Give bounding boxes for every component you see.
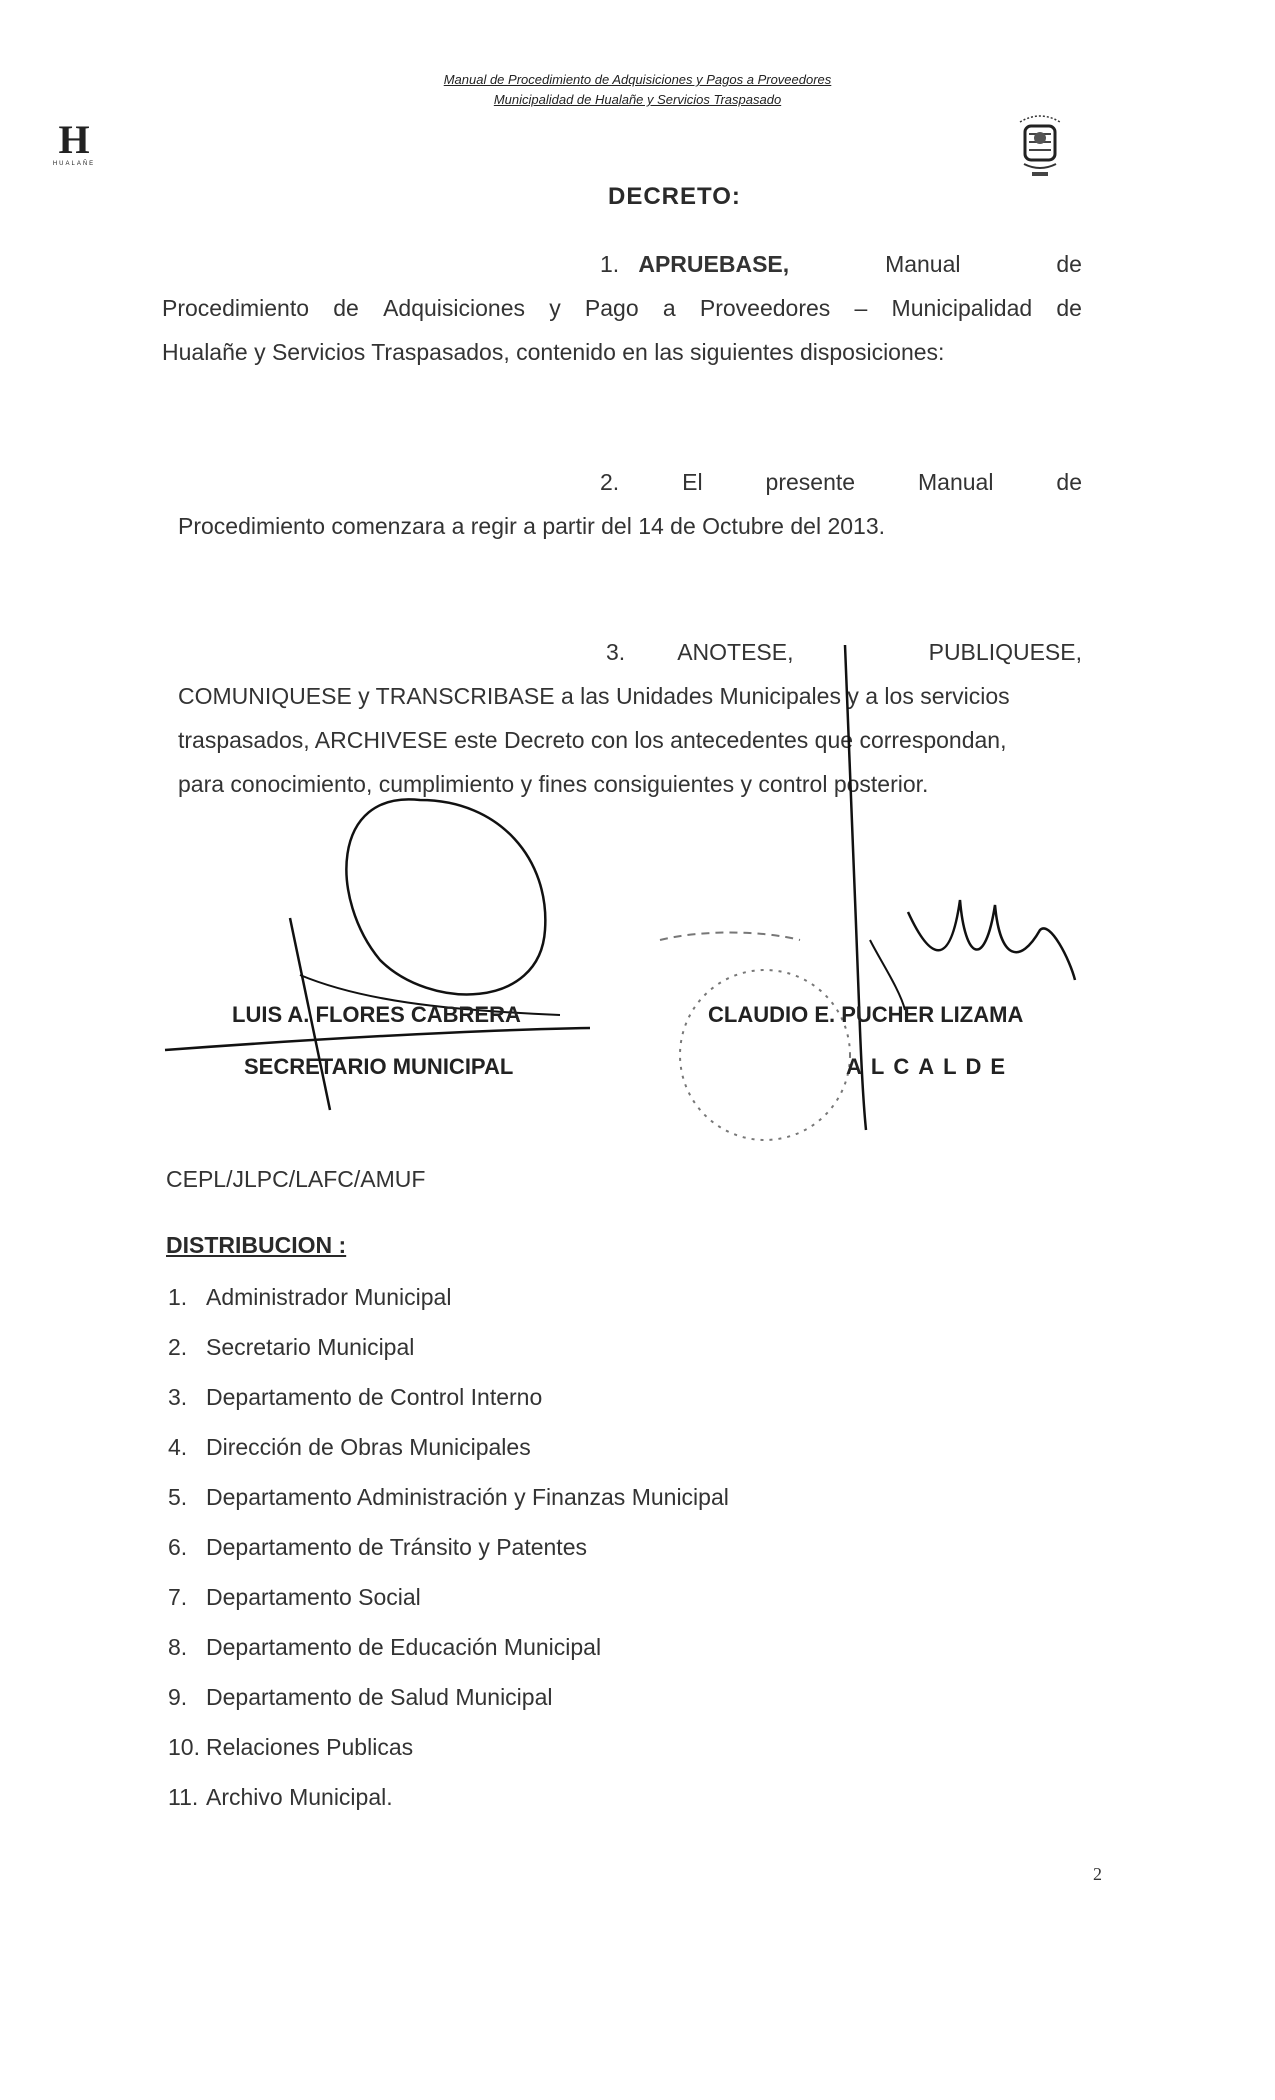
list-item-label: Archivo Municipal. bbox=[206, 1784, 393, 1810]
list-item bbox=[168, 1272, 1068, 1322]
list-item-label: Administrador Municipal bbox=[206, 1284, 452, 1310]
item-2-word: presente bbox=[765, 469, 856, 495]
word: – bbox=[854, 295, 868, 321]
list-item-number: 11. bbox=[168, 1784, 199, 1810]
left-signer-title: SECRETARIO MUNICIPAL bbox=[244, 1054, 514, 1079]
list-item-number: 4. bbox=[168, 1434, 188, 1460]
item-2-word: El bbox=[682, 469, 703, 495]
item-1-line-3: Hualañe y Servicios Traspasados, contenido en las siguientes disposiciones: bbox=[162, 339, 945, 365]
item-1-word: Manual bbox=[885, 251, 961, 277]
list-item-number: 5. bbox=[168, 1484, 188, 1510]
list-item bbox=[168, 1422, 1068, 1472]
word: y bbox=[549, 295, 561, 321]
list-item-label: Departamento Administración y Finanzas Municipal bbox=[206, 1484, 729, 1510]
item-2-number: 2. bbox=[600, 469, 620, 495]
item-3-number: 3. bbox=[606, 639, 626, 665]
item-1-word: de bbox=[1056, 251, 1082, 277]
right-signer-name: CLAUDIO E. PUCHER LIZAMA bbox=[708, 1002, 1024, 1027]
list-item bbox=[168, 1572, 1068, 1622]
list-item-number: 6. bbox=[168, 1534, 188, 1560]
distribution-title: DISTRIBUCION : bbox=[166, 1232, 347, 1258]
item-3-word: ANOTESE, bbox=[677, 639, 794, 665]
item-3-line-4: para conocimiento, cumplimiento y fines consiguientes y control posterior. bbox=[178, 771, 929, 797]
item-1-lead: APRUEBASE, bbox=[638, 251, 790, 277]
list-item-number: 2. bbox=[168, 1334, 188, 1360]
item-3-line-2: COMUNIQUESE y TRANSCRIBASE a las Unidades Municipales y a los servicios bbox=[178, 683, 1010, 709]
list-item bbox=[168, 1672, 1068, 1722]
list-item-label: Departamento de Control Interno bbox=[206, 1384, 543, 1410]
logo-mark: H bbox=[58, 117, 90, 162]
list-item-label: Departamento de Salud Municipal bbox=[206, 1684, 553, 1710]
left-signature-mark bbox=[346, 799, 545, 994]
list-item bbox=[168, 1772, 1068, 1822]
word: Proveedores bbox=[699, 295, 831, 321]
list-item-number: 3. bbox=[168, 1384, 188, 1410]
list-item-number: 10. bbox=[168, 1734, 200, 1760]
item-2-line-2: Procedimiento comenzara a regir a partir del 14 de Octubre del 2013. bbox=[178, 513, 886, 539]
distribution-list bbox=[168, 1272, 1068, 1822]
right-signature-mark bbox=[870, 940, 905, 1010]
list-item bbox=[168, 1372, 1068, 1422]
word: Procedimiento bbox=[162, 295, 310, 321]
word: Adquisiciones bbox=[383, 295, 525, 321]
item-3-word: PUBLIQUESE, bbox=[928, 639, 1082, 665]
list-item-label: Departamento de Educación Municipal bbox=[206, 1634, 602, 1660]
right-signature-mark bbox=[908, 900, 1075, 980]
header-line-2: Municipalidad de Hualañe y Servicios Traspasado bbox=[493, 92, 782, 107]
word: Pago bbox=[584, 295, 639, 321]
list-item-label: Departamento de Tránsito y Patentes bbox=[206, 1534, 587, 1560]
list-item bbox=[168, 1522, 1068, 1572]
word: de bbox=[333, 295, 359, 321]
list-item-number: 1. bbox=[168, 1284, 188, 1310]
list-item-number: 8. bbox=[168, 1634, 188, 1660]
list-item bbox=[168, 1472, 1068, 1522]
list-item bbox=[168, 1722, 1068, 1772]
list-item bbox=[168, 1622, 1068, 1672]
list-item-number: 9. bbox=[168, 1684, 188, 1710]
word: Municipalidad bbox=[891, 295, 1033, 321]
right-signer-title: ALCALDE bbox=[846, 1054, 1015, 1079]
word: de bbox=[1056, 295, 1082, 321]
list-item-label: Relaciones Publicas bbox=[206, 1734, 414, 1760]
page-number: 2 bbox=[1093, 1864, 1102, 1884]
left-signer-name: LUIS A. FLORES CABRERA bbox=[232, 1002, 521, 1027]
left-signature-mark bbox=[165, 1028, 590, 1050]
item-2-word: Manual bbox=[918, 469, 994, 495]
list-item-label: Dirección de Obras Municipales bbox=[206, 1434, 531, 1460]
item-3-line-3: traspasados, ARCHIVESE este Decreto con los antecedentes que correspondan, bbox=[178, 727, 1007, 753]
item-1-number: 1. bbox=[600, 251, 620, 277]
item-2-word: de bbox=[1056, 469, 1082, 495]
list-item bbox=[168, 1322, 1068, 1372]
list-item-label: Secretario Municipal bbox=[206, 1334, 415, 1360]
official-stamp bbox=[660, 933, 800, 941]
reference-initials: CEPL/JLPC/LAFC/AMUF bbox=[166, 1166, 426, 1192]
logo-caption: HUALAÑE bbox=[52, 161, 96, 167]
word: a bbox=[662, 295, 676, 321]
list-item-number: 7. bbox=[168, 1584, 188, 1610]
decreto-title: DECRETO: bbox=[608, 183, 741, 210]
header-line-1: Manual de Procedimiento de Adquisiciones y Pagos a Proveedores bbox=[443, 72, 832, 87]
list-item-label: Departamento Social bbox=[206, 1584, 421, 1610]
official-stamp bbox=[680, 970, 850, 1140]
